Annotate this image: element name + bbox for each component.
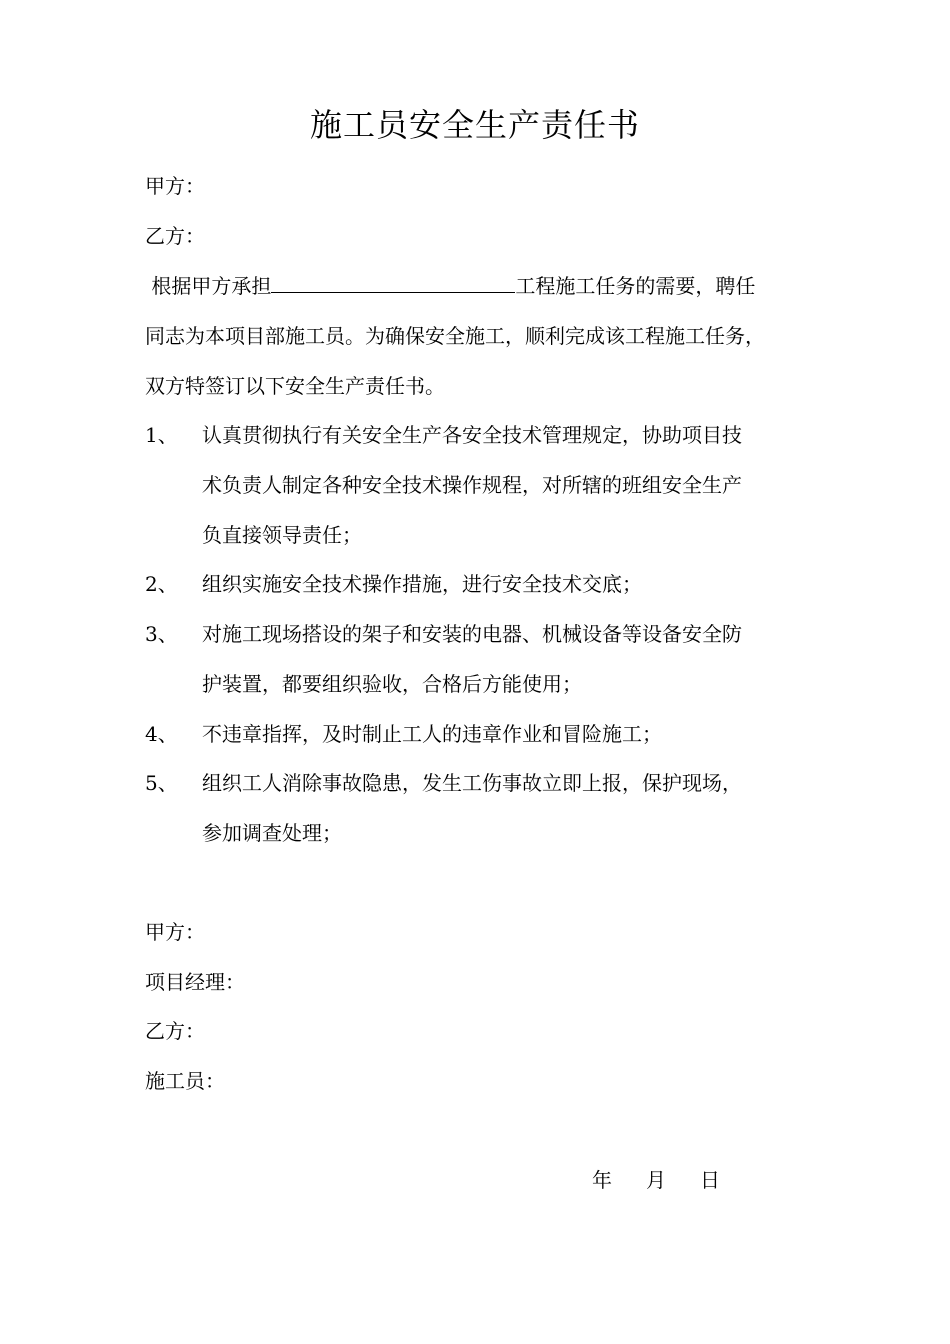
list-item-text: 术负责人制定各种安全技术操作规程，对所辖的班组安全生产 <box>202 473 742 497</box>
list-item-5 <box>145 758 815 858</box>
date-month: 月 <box>646 1168 666 1192</box>
list-item-number: 5、 <box>145 771 178 795</box>
list-item-text: 参加调查处理； <box>202 821 342 845</box>
list-item-text: 不违章指挥，及时制止工人的违章作业和冒险施工； <box>202 722 662 746</box>
intro-paragraph <box>145 261 810 411</box>
intro-text-before-blank: 根据甲方承担 <box>151 274 272 298</box>
list-item-number: 4、 <box>145 722 178 746</box>
signature-party-a: 甲方： <box>145 920 205 944</box>
list-item-3 <box>145 609 815 709</box>
list-item-1 <box>145 410 815 560</box>
signature-constructor: 施工员： <box>145 1069 225 1093</box>
date-day: 日 <box>700 1168 720 1192</box>
list-item-2 <box>145 559 815 609</box>
list-item-number: 2、 <box>145 572 178 596</box>
list-item-text: 负直接领导责任； <box>202 523 362 547</box>
intro-row-2: 同志为本项目部施工员。为确保安全施工，顺利完成该工程施工任务， <box>145 324 765 348</box>
party-a-label: 甲方： <box>145 174 205 198</box>
intro-row-3: 双方特签订以下安全生产责任书。 <box>145 374 445 398</box>
list-item-text: 护装置，都要组织验收，合格后方能使用； <box>202 672 582 696</box>
project-name-blank <box>271 266 515 293</box>
list-item-4 <box>145 709 815 759</box>
date-year: 年 <box>592 1168 612 1192</box>
list-item-text: 对施工现场搭设的架子和安装的电器、机械设备等设备安全防 <box>202 622 742 646</box>
list-item-text: 认真贯彻执行有关安全生产各安全技术管理规定，协助项目技 <box>202 423 742 447</box>
list-item-number: 3、 <box>145 622 178 646</box>
list-item-text: 组织工人消除事故隐患，发生工伤事故立即上报，保护现场， <box>202 771 742 795</box>
intro-row-1 <box>145 261 810 311</box>
signature-project-manager: 项目经理： <box>145 970 245 994</box>
list-item-text: 组织实施安全技术操作措施，进行安全技术交底； <box>202 572 642 596</box>
party-b-label: 乙方： <box>145 224 205 248</box>
signature-date <box>592 1165 720 1195</box>
document-title: 施工员安全生产责任书 <box>309 106 640 144</box>
intro-text-after-blank: 工程施工任务的需要，聘任 <box>515 274 756 298</box>
list-item-number: 1、 <box>145 423 178 447</box>
signature-party-b: 乙方： <box>145 1019 205 1043</box>
